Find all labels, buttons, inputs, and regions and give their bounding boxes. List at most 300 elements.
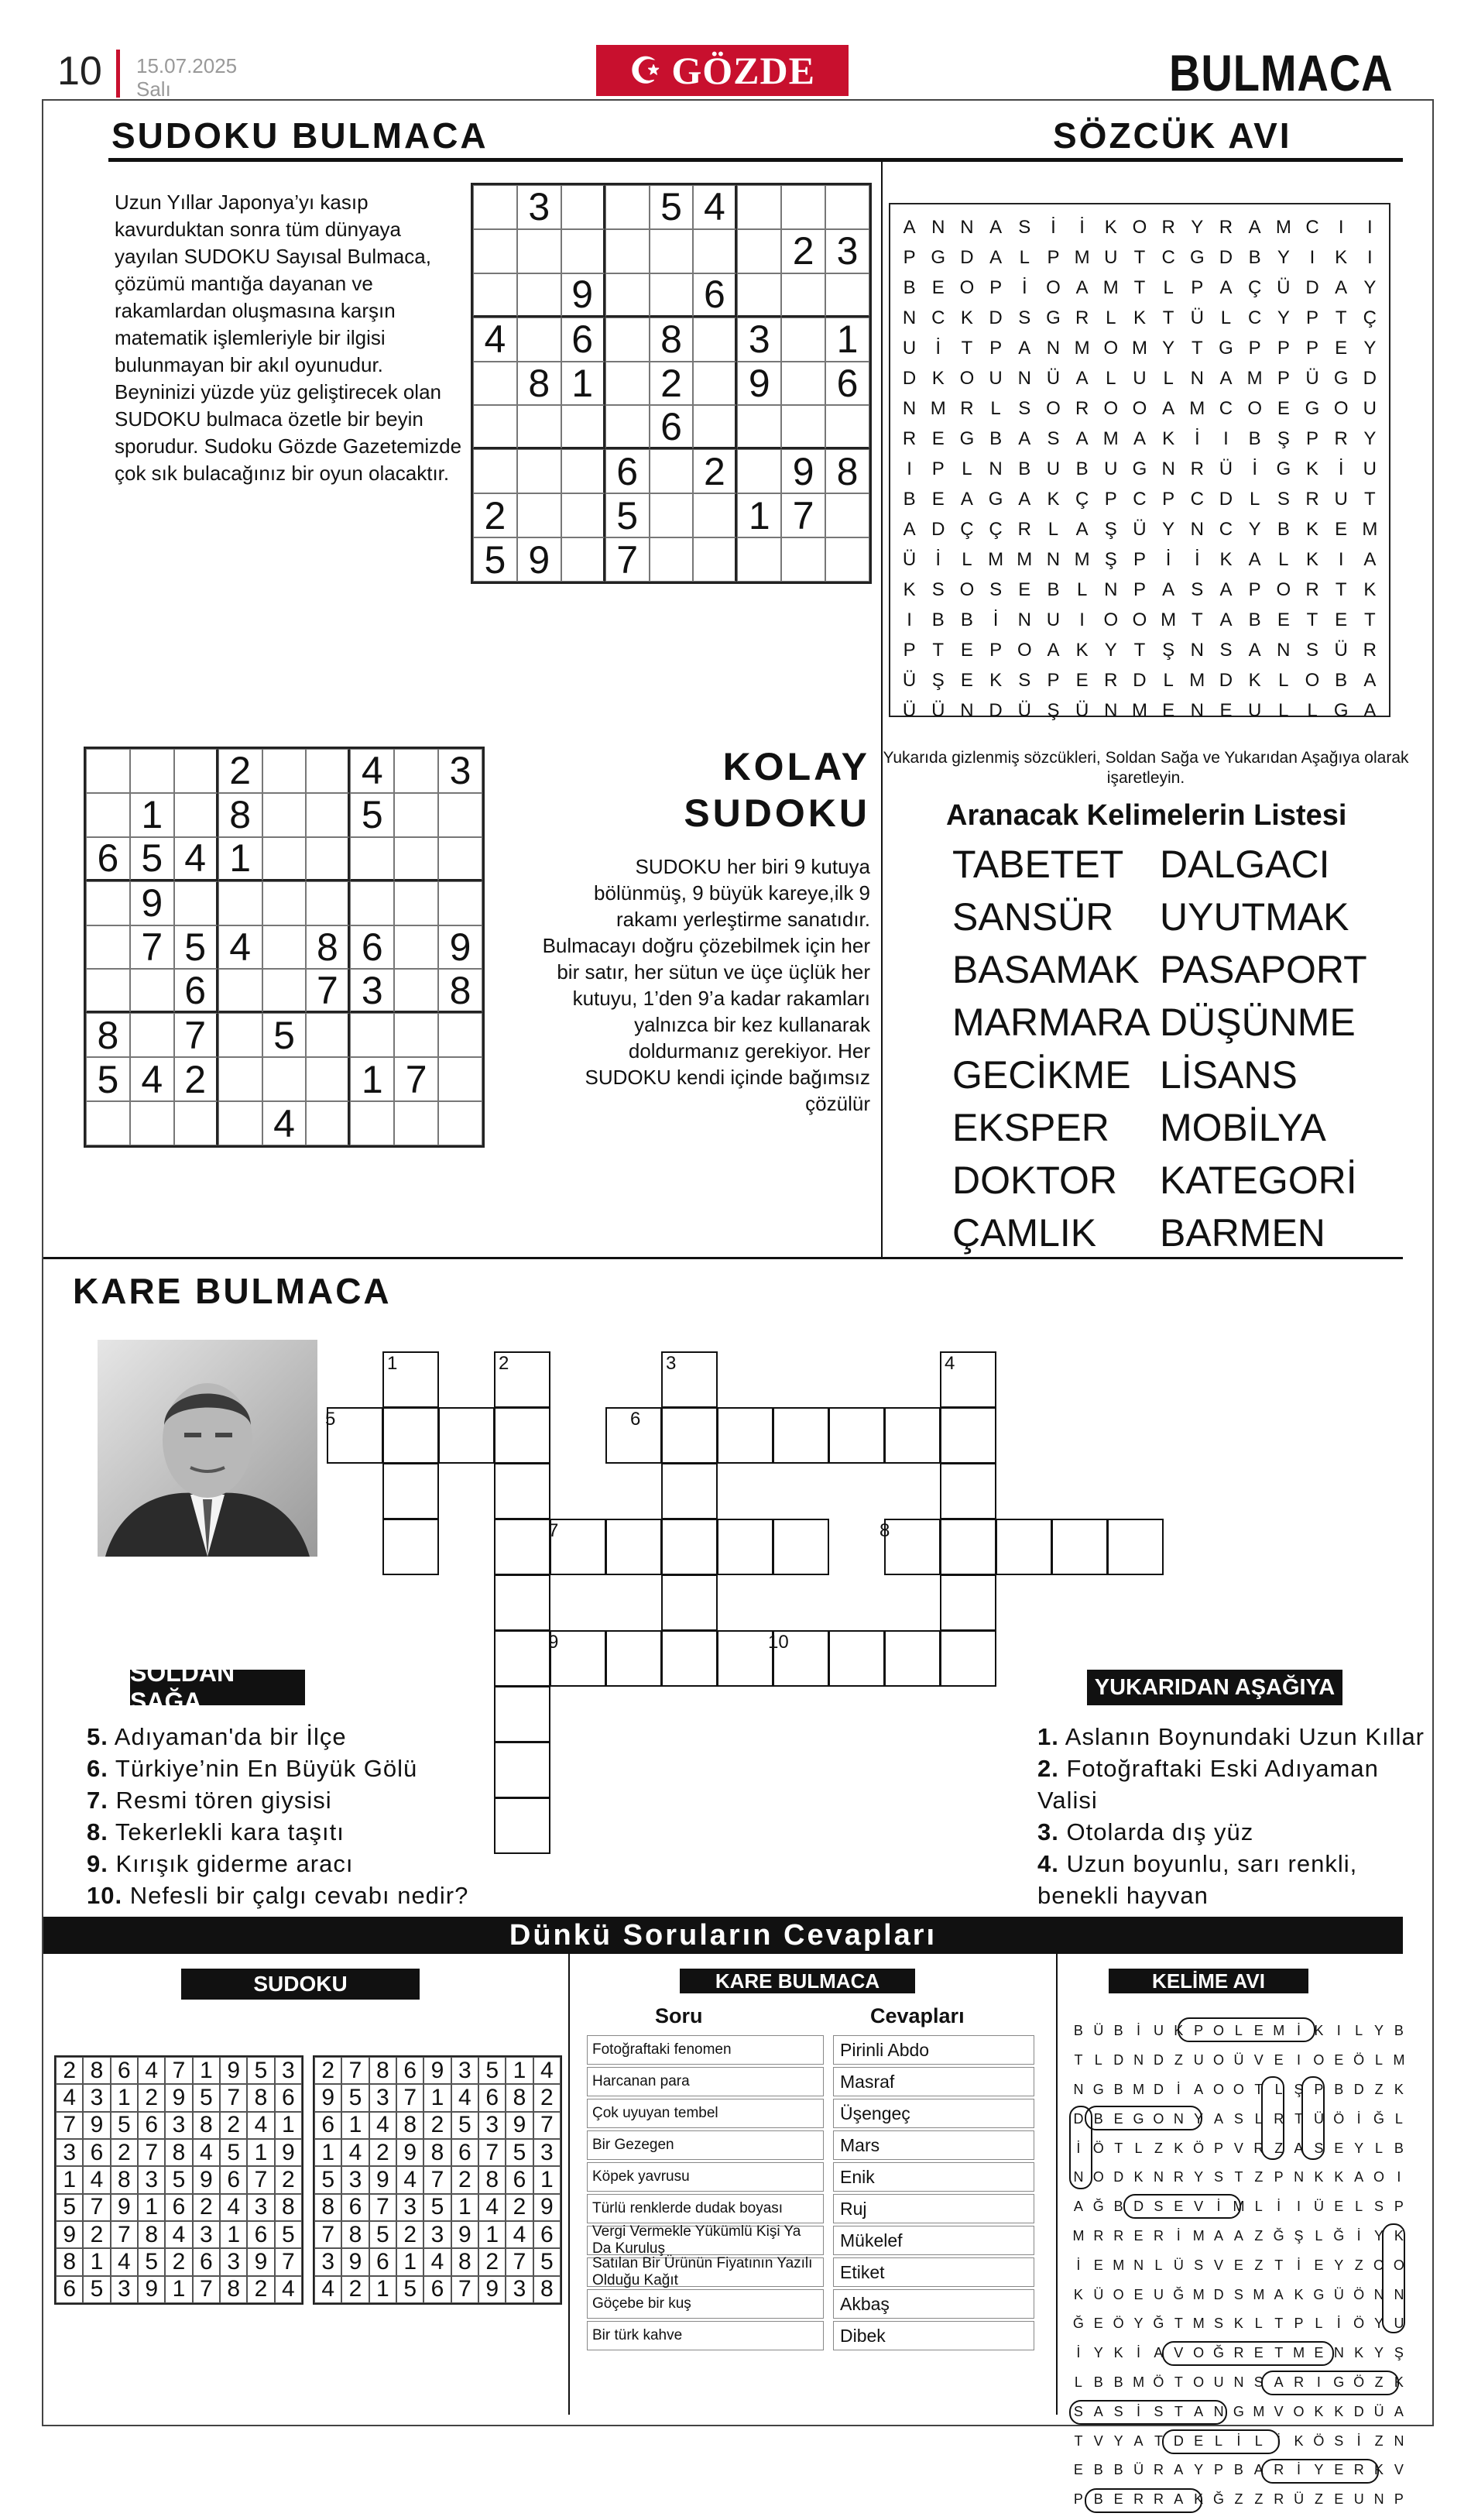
letter-cell[interactable]: S [1219,639,1233,661]
letter-cell[interactable]: L [1106,367,1116,389]
letter-cell[interactable]: U [1104,246,1118,268]
sudoku-cell[interactable]: 4 [693,185,737,229]
letter-cell[interactable]: K [1162,427,1175,449]
sudoku-cell[interactable]: 2 [693,449,737,493]
crossword-cell[interactable] [494,1519,550,1575]
letter-cell[interactable]: E [1162,699,1175,721]
crossword-cell[interactable] [494,1407,550,1464]
letter-cell[interactable]: U [1363,458,1377,479]
letter-cell[interactable]: E [1277,609,1290,630]
sudoku-cell[interactable] [517,449,561,493]
letter-cell[interactable]: D [1133,669,1147,691]
sudoku-cell[interactable]: 1 [825,318,869,362]
letter-cell[interactable]: M [1275,216,1291,238]
letter-cell[interactable]: N [902,307,917,328]
sudoku-cell[interactable]: 2 [781,229,825,273]
sudoku-cell[interactable] [473,362,517,406]
crossword-cell[interactable] [828,1630,885,1687]
letter-cell[interactable]: A [1162,579,1175,600]
letter-cell[interactable]: A [1363,548,1377,570]
sudoku-cell[interactable]: 7 [130,925,174,970]
crossword-cell[interactable] [884,1407,941,1464]
sudoku-cell[interactable] [438,881,482,925]
letter-cell[interactable]: Ü [1277,276,1291,298]
sudoku-cell[interactable] [174,793,218,837]
crossword-cell[interactable] [382,1407,439,1464]
letter-cell[interactable]: Y [1277,246,1290,268]
letter-cell[interactable]: G [1219,337,1233,359]
letter-cell[interactable]: N [960,699,974,721]
sudoku-cell[interactable] [438,1013,482,1057]
sudoku-cell[interactable] [737,449,781,493]
letter-cell[interactable]: I [1223,427,1229,449]
letter-cell[interactable]: O [959,367,975,389]
letter-cell[interactable]: L [1163,276,1174,298]
letter-cell[interactable]: G [1333,367,1349,389]
letter-cell[interactable]: B [1248,427,1261,449]
letter-cell[interactable]: S [1018,216,1031,238]
letter-cell[interactable]: A [1047,639,1060,661]
letter-cell[interactable]: K [1047,488,1060,510]
sudoku-cell[interactable]: 2 [473,493,517,537]
letter-cell[interactable]: G [1046,307,1061,328]
letter-cell[interactable]: O [1103,609,1119,630]
sudoku-cell[interactable]: 1 [130,793,174,837]
letter-cell[interactable]: B [1277,518,1290,540]
letter-cell[interactable]: D [960,246,974,268]
letter-cell[interactable]: A [1133,427,1146,449]
sudoku-cell[interactable] [306,749,350,793]
letter-cell[interactable]: A [1219,579,1233,600]
letter-cell[interactable]: L [1307,699,1318,721]
sudoku-easy-grid[interactable] [84,747,485,1148]
letter-cell[interactable]: E [931,276,945,298]
letter-cell[interactable]: M [988,548,1004,570]
letter-cell[interactable]: L [962,458,972,479]
letter-cell[interactable]: O [1247,397,1262,419]
sudoku-cell[interactable]: 9 [130,881,174,925]
crossword-cell[interactable] [996,1519,1052,1575]
letter-cell[interactable]: N [1277,639,1291,661]
crossword-cell[interactable] [661,1574,718,1631]
letter-cell[interactable]: Y [1363,427,1377,449]
letter-cell[interactable]: O [1046,397,1061,419]
letter-cell[interactable]: Ç [1247,276,1262,298]
letter-cell[interactable]: A [1018,488,1031,510]
letter-cell[interactable]: Y [1277,307,1290,328]
letter-cell[interactable]: İ [1051,216,1056,238]
letter-cell[interactable]: İ [1165,548,1171,570]
letter-cell[interactable]: B [989,427,1003,449]
letter-cell[interactable]: L [1278,669,1289,691]
sudoku-cell[interactable] [561,405,605,449]
letter-cell[interactable]: D [1219,488,1233,510]
letter-cell[interactable]: I [1309,246,1315,268]
letter-cell[interactable]: O [1333,397,1349,419]
letter-cell[interactable]: B [960,609,973,630]
letter-cell[interactable]: P [1133,579,1146,600]
letter-cell[interactable]: D [1363,367,1377,389]
sudoku-cell[interactable] [693,229,737,273]
letter-cell[interactable]: A [1335,276,1348,298]
sudoku-cell[interactable] [262,969,307,1013]
letter-cell[interactable]: R [1305,488,1319,510]
sudoku-cell[interactable] [781,318,825,362]
letter-cell[interactable]: I [1338,216,1344,238]
letter-cell[interactable]: M [1074,246,1090,268]
letter-cell[interactable]: A [1248,639,1261,661]
letter-cell[interactable]: O [1132,609,1147,630]
letter-cell[interactable]: D [989,307,1003,328]
letter-cell[interactable]: O [1132,216,1147,238]
letter-cell[interactable]: P [1305,307,1318,328]
letter-cell[interactable]: Ü [1075,699,1089,721]
sudoku-cell[interactable] [517,318,561,362]
letter-cell[interactable]: T [932,639,945,661]
sudoku-cell[interactable]: 8 [438,969,482,1013]
letter-cell[interactable]: L [1076,579,1088,600]
sudoku-cell[interactable] [130,969,174,1013]
letter-cell[interactable]: G [931,246,946,268]
letter-cell[interactable]: G [1276,458,1291,479]
letter-cell[interactable]: O [1046,276,1061,298]
letter-cell[interactable]: N [1104,699,1118,721]
letter-cell[interactable]: A [1075,276,1089,298]
letter-cell[interactable]: B [1248,609,1261,630]
letter-cell[interactable]: N [1190,518,1204,540]
letter-cell[interactable]: M [1017,548,1033,570]
letter-cell[interactable]: R [1075,397,1089,419]
letter-cell[interactable]: Y [1363,276,1377,298]
letter-cell[interactable]: D [1305,276,1319,298]
sudoku-cell[interactable]: 3 [737,318,781,362]
crossword-cell[interactable] [940,1463,996,1519]
sudoku-cell[interactable] [473,449,517,493]
letter-cell[interactable]: E [1335,609,1348,630]
letter-cell[interactable]: N [1017,367,1031,389]
letter-cell[interactable]: N [1161,458,1175,479]
letter-cell[interactable]: C [1247,307,1262,328]
letter-cell[interactable]: N [1046,337,1061,359]
sudoku-cell[interactable] [605,405,650,449]
letter-cell[interactable]: N [1104,579,1118,600]
letter-cell[interactable]: İ [1194,548,1200,570]
letter-cell[interactable]: Ü [1305,367,1319,389]
crossword-cell[interactable] [940,1574,996,1631]
sudoku-cell[interactable]: 5 [605,493,650,537]
sudoku-cell[interactable]: 8 [825,449,869,493]
letter-cell[interactable]: A [1162,397,1175,419]
sudoku-cell[interactable] [174,749,218,793]
letter-cell[interactable]: D [1219,246,1233,268]
letter-cell[interactable]: Ü [1133,518,1147,540]
sudoku-cell[interactable] [86,793,130,837]
letter-cell[interactable]: T [1364,488,1376,510]
letter-cell[interactable]: T [1306,609,1318,630]
letter-cell[interactable]: I [907,458,912,479]
letter-cell[interactable]: İ [1252,458,1257,479]
crossword-cell[interactable] [661,1463,718,1519]
letter-cell[interactable]: A [1075,427,1089,449]
sudoku-cell[interactable]: 2 [174,1057,218,1101]
letter-cell[interactable]: L [1048,518,1059,540]
letter-cell[interactable]: A [1018,427,1031,449]
sudoku-cell[interactable]: 6 [693,273,737,318]
letter-cell[interactable]: L [1220,307,1232,328]
letter-cell[interactable]: Ş [1277,427,1290,449]
letter-cell[interactable]: A [1075,367,1089,389]
sudoku-cell[interactable] [306,881,350,925]
letter-cell[interactable]: Ü [931,699,945,721]
letter-cell[interactable]: I [1079,609,1085,630]
letter-cell[interactable]: M [1074,337,1090,359]
letter-cell[interactable]: I [907,609,912,630]
letter-cell[interactable]: M [1131,699,1147,721]
sudoku-cell[interactable] [350,1101,394,1145]
letter-cell[interactable]: L [1163,367,1174,389]
letter-cell[interactable]: E [1219,699,1233,721]
sudoku-cell[interactable] [825,405,869,449]
letter-cell[interactable]: Ş [931,669,945,691]
letter-cell[interactable]: Ü [1190,307,1204,328]
sudoku-cell[interactable] [306,837,350,881]
sudoku-cell[interactable] [825,493,869,537]
crossword-cell[interactable] [661,1519,718,1575]
sudoku-cell[interactable] [350,881,394,925]
letter-cell[interactable]: C [931,307,945,328]
sudoku-cell[interactable] [693,537,737,582]
letter-cell[interactable]: P [989,639,1003,661]
letter-cell[interactable]: Ü [1017,699,1031,721]
crossword-cell[interactable] [438,1407,495,1464]
crossword-cell[interactable] [661,1630,718,1687]
letter-cell[interactable]: U [1046,458,1061,479]
letter-cell[interactable]: O [1017,639,1032,661]
sudoku-cell[interactable]: 6 [174,969,218,1013]
sudoku-cell[interactable] [737,537,781,582]
sudoku-cell[interactable] [517,405,561,449]
letter-cell[interactable]: İ [993,609,999,630]
letter-cell[interactable]: T [1133,276,1146,298]
sudoku-cell[interactable] [650,449,694,493]
letter-cell[interactable]: E [960,639,973,661]
letter-cell[interactable]: I [1367,216,1373,238]
letter-cell[interactable]: S [989,579,1003,600]
letter-cell[interactable]: E [931,488,945,510]
letter-cell[interactable]: T [1191,337,1203,359]
sudoku-cell[interactable] [781,405,825,449]
letter-cell[interactable]: O [1103,397,1119,419]
letter-cell[interactable]: P [1104,488,1117,510]
letter-cell[interactable]: O [1132,397,1147,419]
letter-cell[interactable]: İ [935,548,941,570]
sudoku-cell[interactable] [517,493,561,537]
letter-cell[interactable]: K [1104,216,1117,238]
sudoku-cell[interactable] [86,969,130,1013]
letter-cell[interactable]: P [1277,367,1290,389]
crossword-cell[interactable] [382,1519,439,1575]
letter-cell[interactable]: A [1363,669,1377,691]
letter-cell[interactable]: E [1335,518,1348,540]
letter-cell[interactable]: G [1305,397,1320,419]
letter-cell[interactable]: P [1248,579,1261,600]
letter-cell[interactable]: P [931,458,945,479]
letter-cell[interactable]: D [931,518,945,540]
sudoku-cell[interactable]: 4 [130,1057,174,1101]
crossword-cell[interactable] [494,1574,550,1631]
sudoku-cell[interactable]: 3 [517,185,561,229]
letter-cell[interactable]: E [960,669,973,691]
letter-cell[interactable]: T [961,337,973,359]
sudoku-cell[interactable] [693,318,737,362]
sudoku-cell[interactable] [438,1057,482,1101]
sudoku-cell[interactable]: 8 [306,925,350,970]
letter-cell[interactable]: P [1277,337,1290,359]
sudoku-cell[interactable] [218,1013,262,1057]
letter-cell[interactable]: N [960,216,974,238]
letter-cell[interactable]: M [1131,337,1147,359]
sudoku-cell[interactable]: 5 [262,1013,307,1057]
letter-cell[interactable]: B [931,609,945,630]
letter-cell[interactable]: Ü [1334,639,1348,661]
crossword-cell[interactable] [382,1463,439,1519]
sudoku-cell[interactable]: 9 [781,449,825,493]
sudoku-cell[interactable] [473,273,517,318]
sudoku-cell[interactable]: 8 [517,362,561,406]
sudoku-cell[interactable] [473,185,517,229]
letter-cell[interactable]: L [1278,548,1289,570]
sudoku-cell[interactable] [781,273,825,318]
sudoku-cell[interactable] [350,837,394,881]
letter-cell[interactable]: L [1249,488,1260,510]
sudoku-cell[interactable] [394,969,438,1013]
crossword-cell[interactable] [884,1630,941,1687]
letter-cell[interactable]: Ç [1363,307,1377,328]
letter-cell[interactable]: O [1103,337,1119,359]
letter-cell[interactable]: Ü [902,699,917,721]
letter-cell[interactable]: B [1335,669,1348,691]
sudoku-cell[interactable] [130,749,174,793]
sudoku-cell[interactable]: 5 [130,837,174,881]
sudoku-cell[interactable] [605,362,650,406]
letter-cell[interactable]: P [903,246,916,268]
crossword-cell[interactable] [717,1630,773,1687]
letter-cell[interactable]: S [931,579,945,600]
sudoku-cell[interactable]: 8 [218,793,262,837]
letter-cell[interactable]: S [1191,579,1204,600]
letter-cell[interactable]: A [1219,276,1233,298]
sudoku-cell[interactable]: 6 [825,362,869,406]
letter-cell[interactable]: C [1133,488,1147,510]
letter-cell[interactable]: S [1047,427,1060,449]
letter-cell[interactable]: K [1305,518,1318,540]
sudoku-cell[interactable] [693,362,737,406]
letter-cell[interactable]: Ü [902,669,917,691]
letter-cell[interactable]: M [1189,669,1205,691]
sudoku-cell[interactable]: 1 [350,1057,394,1101]
letter-cell[interactable]: Y [1191,216,1204,238]
sudoku-cell[interactable] [262,749,307,793]
letter-cell[interactable]: P [1162,488,1175,510]
letter-cell[interactable]: N [1190,699,1204,721]
sudoku-cell[interactable]: 6 [86,837,130,881]
sudoku-cell[interactable]: 6 [350,925,394,970]
sudoku-cell[interactable] [737,273,781,318]
letter-cell[interactable]: K [1305,458,1318,479]
sudoku-cell[interactable] [825,537,869,582]
letter-cell[interactable]: G [1333,699,1349,721]
letter-cell[interactable]: A [1248,548,1261,570]
letter-cell[interactable]: I [1338,548,1344,570]
letter-cell[interactable]: P [989,337,1003,359]
crossword-cell[interactable] [1051,1519,1108,1575]
sudoku-cell[interactable] [605,185,650,229]
crossword-cell[interactable] [940,1519,996,1575]
letter-cell[interactable]: E [1018,579,1031,600]
letter-cell[interactable]: C [1305,216,1319,238]
letter-cell[interactable]: Y [1363,337,1377,359]
letter-cell[interactable]: T [1133,246,1146,268]
letter-cell[interactable]: İ [935,337,941,359]
letter-cell[interactable]: C [1219,518,1233,540]
letter-cell[interactable]: U [1247,699,1262,721]
letter-cell[interactable]: K [960,307,973,328]
crossword-cell[interactable] [661,1407,718,1464]
sudoku-cell[interactable] [306,793,350,837]
sudoku-cell[interactable] [262,837,307,881]
letter-cell[interactable]: P [1047,246,1060,268]
sudoku-cell[interactable] [262,793,307,837]
sudoku-cell[interactable] [561,185,605,229]
sudoku-cell[interactable] [605,318,650,362]
sudoku-cell[interactable]: 9 [438,925,482,970]
letter-cell[interactable]: T [1364,609,1376,630]
sudoku-cell[interactable]: 5 [473,537,517,582]
sudoku-cell[interactable] [473,229,517,273]
letter-cell[interactable]: D [902,367,917,389]
sudoku-cell[interactable] [394,925,438,970]
sudoku-cell[interactable]: 7 [306,969,350,1013]
sudoku-cell[interactable] [693,405,737,449]
letter-cell[interactable]: B [903,276,916,298]
sudoku-cell[interactable] [825,185,869,229]
sudoku-cell[interactable]: 4 [218,925,262,970]
sudoku-cell[interactable]: 7 [605,537,650,582]
letter-cell[interactable]: İ [1079,216,1085,238]
letter-cell[interactable]: T [1335,307,1347,328]
letter-cell[interactable]: L [1278,699,1289,721]
letter-cell[interactable]: L [962,548,972,570]
letter-cell[interactable]: K [1248,669,1261,691]
sudoku-cell[interactable] [561,449,605,493]
letter-cell[interactable]: C [1161,246,1175,268]
letter-cell[interactable]: Ş [1047,699,1060,721]
letter-cell[interactable]: T [1162,307,1174,328]
crossword-cell[interactable] [884,1519,941,1575]
letter-cell[interactable]: K [1219,548,1233,570]
letter-cell[interactable]: K [1363,579,1377,600]
sudoku-cell[interactable] [86,1101,130,1145]
letter-cell[interactable]: P [1305,427,1318,449]
letter-cell[interactable]: N [1190,639,1204,661]
sudoku-cell[interactable] [394,749,438,793]
sudoku-cell[interactable] [561,493,605,537]
letter-cell[interactable]: U [1046,609,1061,630]
letter-cell[interactable]: S [1018,669,1031,691]
letter-cell[interactable]: O [959,579,975,600]
letter-cell[interactable]: Ş [1162,639,1175,661]
letter-cell[interactable]: D [989,699,1003,721]
